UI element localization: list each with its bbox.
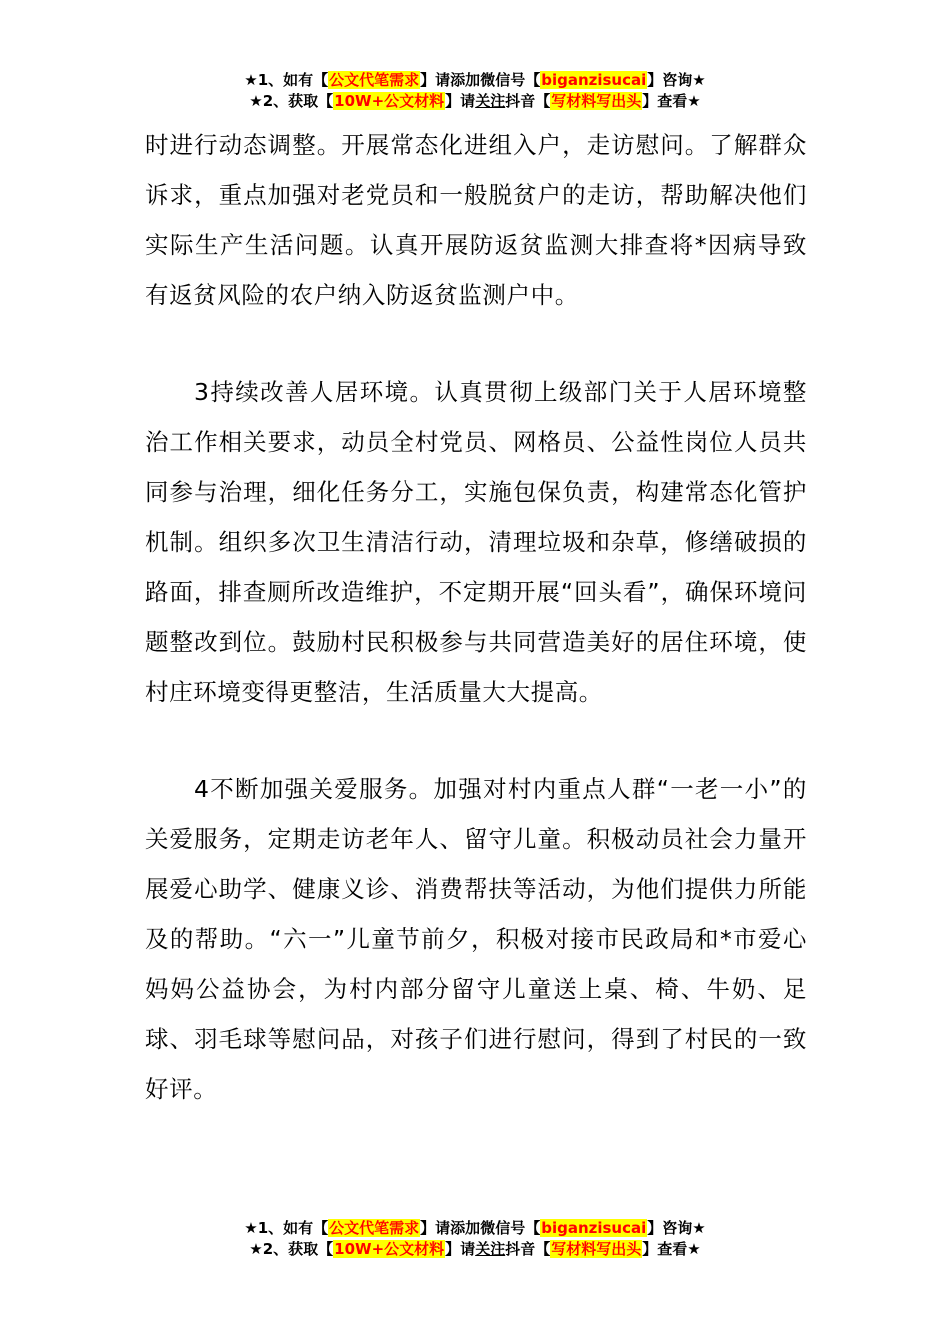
paragraph-continuation: 时进行动态调整。开展常态化进组入户，走访慰问。了解群众诉求，重点加强对老党员和一般脱贫户的走访，帮助解决他们实际生产生活问题。认真开展防返贫监测大排查将*因病导致有返贫风险的农户纳入防返贫监测户中。 [145,131,807,309]
promo-text: 】查看 [642,1240,688,1258]
promo-highlight-wechat-id: biganzisucai [541,1219,647,1237]
header-promo-banner [0,70,950,112]
promo-text: 】请添 [420,1219,466,1237]
promo-text: 抖音【 [505,1240,551,1258]
promo-line-1 [0,70,950,91]
promo-text: 抖音【 [505,92,551,110]
promo-text: 】请 [445,1240,476,1258]
star-icon: ★ [249,1240,263,1258]
star-icon: ★ [687,1240,701,1258]
document-body [145,120,807,1114]
star-icon: ★ [692,71,706,89]
paragraph-care-services: 4不断加强关爱服务。加强对村内重点人群“一老一小”的关爱服务，定期走访老年人、留守儿童。积极动员社会力量开展爱心助学、健康义诊、消费帮扶等活动，为他们提供力所能及的帮助。“六一”儿童节前夕，积极对接市民政局和*市爱心妈妈公益协会，为村内部分留守儿童送上桌、椅、牛奶、足球、羽毛球等慰问品，对孩子们进行慰问，得到了村民的一致好评。 [145,775,807,1103]
promo-text: 1、如有【 [257,71,329,89]
promo-text: 】查看 [642,92,688,110]
promo-text: 】请添 [420,71,466,89]
promo-text: 2、获取【 [262,1240,334,1258]
promo-emphasis: 关注 [475,92,506,110]
promo-line-1 [0,1218,950,1239]
promo-line-2 [0,91,950,112]
promo-text: 微信号【 [480,1219,541,1237]
promo-highlight-materials: 10W+公文材料 [334,1240,445,1258]
promo-highlight-service: 公文代笔需求 [329,71,420,89]
promo-emphasis: 关注 [475,1240,506,1258]
footer-promo-banner [0,1218,950,1260]
promo-highlight-douyin-account: 写材料写出头 [551,92,642,110]
star-icon: ★ [249,92,263,110]
star-icon: ★ [244,71,258,89]
promo-text: 微信号【 [480,71,541,89]
promo-line-2 [0,1239,950,1260]
promo-text: 2、获取【 [262,92,334,110]
promo-text: 1、如有【 [257,1219,329,1237]
promo-highlight-materials: 10W+公文材料 [334,92,445,110]
promo-text: 】咨询 [647,71,693,89]
promo-emphasis: 加 [465,1219,481,1237]
star-icon: ★ [692,1219,706,1237]
star-icon: ★ [244,1219,258,1237]
promo-emphasis: 加 [465,71,481,89]
promo-highlight-douyin-account: 写材料写出头 [551,1240,642,1258]
promo-text: 】咨询 [647,1219,693,1237]
promo-text: 】请 [445,92,476,110]
star-icon: ★ [687,92,701,110]
paragraph-living-environment: 3持续改善人居环境。认真贯彻上级部门关于人居环境整治工作相关要求，动员全村党员、网格员、公益性岗位人员共同参与治理，细化任务分工，实施包保负责，构建常态化管护机制。组织多次卫生清洁行动，清理垃圾和杂草，修缮破损的路面，排查厕所改造维护，不定期开展“回头看”，确保环境问题整改到位。鼓励村民积极参与共同营造美好的居住环境，使村庄环境变得更整洁，生活质量大大提高。 [145,378,807,706]
promo-highlight-service: 公文代笔需求 [329,1219,420,1237]
promo-highlight-wechat-id: biganzisucai [541,71,647,89]
